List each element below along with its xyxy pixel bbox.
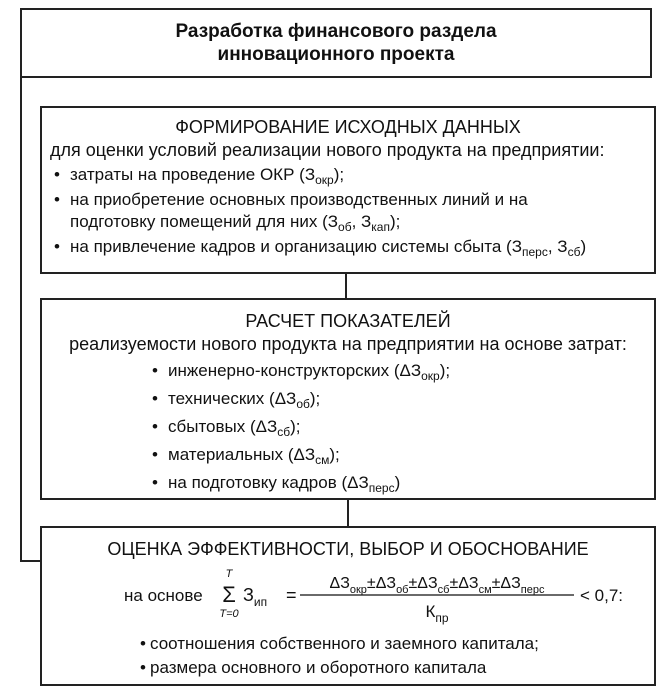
item-subscript: окр	[421, 369, 440, 383]
title-line-1: Разработка финансового раздела	[175, 21, 497, 42]
item-text-tail: );	[439, 361, 451, 380]
indicators-item-3	[152, 416, 654, 444]
item-subscript: см	[315, 453, 330, 467]
initial-data-item-2-cont	[54, 211, 654, 233]
evaluation-heading: ОЦЕНКА ЭФФЕКТИВНОСТИ, ВЫБОР И ОБОСНОВАНИЕ	[107, 539, 589, 559]
numerator-term: ±ΔЗ	[408, 575, 438, 592]
bullet: •	[54, 190, 60, 209]
indicators-subheading: реализуемости нового продукта на предприятии на основе затрат:	[69, 334, 627, 354]
item-text-tail: );	[290, 417, 301, 436]
item-subscript: об	[338, 220, 352, 234]
item-text: затраты на проведение ОКР (З	[70, 165, 316, 184]
item-text-mid: , З	[351, 212, 372, 231]
item-text: подготовку помещений для них (З	[70, 212, 339, 231]
bullet: •	[152, 473, 158, 492]
sum-variable	[243, 585, 267, 609]
equals-sign: =	[286, 585, 297, 605]
sum-symbol: Σ	[222, 582, 236, 607]
bullet: •	[152, 445, 158, 464]
variable-subscript: ип	[253, 595, 268, 609]
indicators-box	[40, 298, 656, 500]
indicators-heading: РАСЧЕТ ПОКАЗАТЕЛЕЙ	[245, 311, 451, 331]
initial-data-item-2	[54, 189, 654, 211]
denominator: К	[425, 602, 436, 621]
item-text-tail: )	[580, 237, 587, 256]
bullet: •	[54, 237, 60, 256]
item-text-mid: , З	[547, 237, 568, 256]
evaluation-item-2	[140, 657, 654, 679]
item-text-tail: );	[333, 165, 345, 184]
evaluation-box	[40, 526, 656, 686]
connector-box1-box2	[345, 272, 347, 298]
evaluation-list	[140, 633, 654, 679]
denominator-subscript: пр	[435, 611, 449, 625]
item-text: материальных (ΔЗ	[168, 445, 316, 464]
item-text: на подготовку кадров (ΔЗ	[168, 473, 369, 492]
numerator-term: ±ΔЗ	[366, 575, 397, 592]
item-text: сбытовых (ΔЗ	[168, 417, 278, 436]
title-box	[20, 8, 652, 78]
item-subscript: сб	[277, 425, 291, 439]
item-subscript-2: кап	[371, 220, 390, 234]
sum-lower-limit: T=0	[219, 608, 239, 620]
sum-upper-limit: T	[225, 568, 233, 580]
formula-prefix: на основе	[124, 586, 203, 605]
numerator-subscript: сб	[437, 584, 450, 596]
initial-data-item-3	[54, 236, 654, 258]
item-text: на приобретение основных производственных линий и на	[70, 190, 528, 209]
item-text: размера основного и оборотного капитала	[150, 658, 487, 677]
bullet: •	[152, 417, 158, 436]
item-text-tail: );	[309, 389, 321, 408]
bullet: •	[54, 165, 60, 184]
item-subscript-2: сб	[567, 245, 581, 259]
numerator-subscript: см	[478, 584, 492, 596]
numerator-term: ±ΔЗ	[491, 575, 521, 592]
item-text: на привлечение кадров и организацию системы сбыта (З	[70, 237, 522, 256]
indicators-item-5	[152, 472, 654, 500]
numerator-term: ΔЗ	[329, 575, 350, 592]
item-text: технических (ΔЗ	[168, 389, 297, 408]
numerator-term: ±ΔЗ	[449, 575, 479, 592]
left-connector-stub	[20, 560, 40, 562]
item-subscript: перс	[368, 481, 395, 495]
item-text-tail: )	[394, 473, 401, 492]
item-text: инженерно-конструкторских (ΔЗ	[168, 361, 422, 380]
variable: З	[243, 585, 254, 605]
evaluation-item-1	[140, 633, 654, 655]
evaluation-formula	[42, 561, 654, 631]
item-subscript: об	[296, 397, 310, 411]
initial-data-box	[40, 106, 656, 274]
bullet: •	[140, 634, 146, 653]
numerator-subscript: окр	[349, 584, 367, 596]
formula-svg	[42, 561, 654, 631]
item-text-tail: );	[329, 445, 340, 464]
numerator-subscript: перс	[520, 584, 545, 596]
title-line-2: инновационного проекта	[217, 44, 455, 65]
initial-data-item-1	[54, 164, 654, 186]
fraction-denominator	[425, 602, 448, 625]
initial-data-heading: ФОРМИРОВАНИЕ ИСХОДНЫХ ДАННЫХ	[175, 117, 521, 137]
left-connector-line	[20, 78, 22, 562]
formula-suffix: < 0,7:	[580, 586, 624, 605]
item-subscript: окр	[315, 173, 334, 187]
item-text-tail: );	[389, 212, 401, 231]
fraction-numerator	[330, 575, 545, 596]
item-subscript: перс	[521, 245, 548, 259]
bullet: •	[152, 389, 158, 408]
initial-data-list	[54, 164, 654, 258]
bullet: •	[152, 361, 158, 380]
indicators-list	[152, 360, 654, 500]
indicators-item-1	[152, 360, 654, 388]
numerator-subscript: об	[396, 584, 409, 596]
bullet: •	[140, 658, 146, 677]
indicators-item-2	[152, 388, 654, 416]
initial-data-subheading: для оценки условий реализации нового продукта на предприятии:	[50, 140, 605, 160]
item-text: соотношения собственного и заемного капитала;	[150, 634, 539, 653]
indicators-item-4	[152, 444, 654, 472]
connector-box2-box3	[347, 500, 349, 526]
